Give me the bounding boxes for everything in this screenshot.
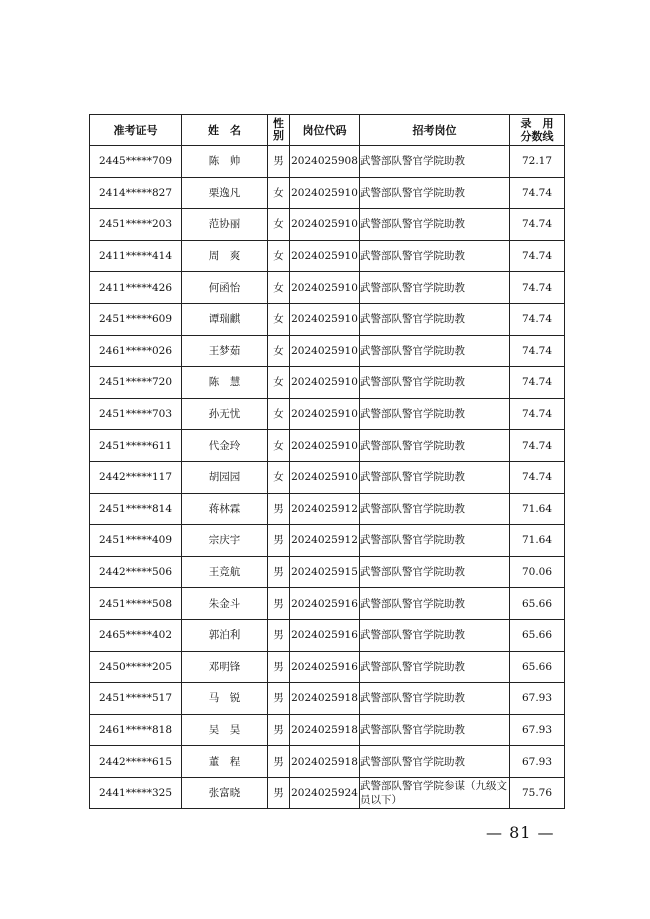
post-cell: 武警部队警官学院助教 bbox=[360, 177, 510, 209]
post-code-cell: 2024025924 bbox=[290, 777, 360, 809]
post-code-cell: 2024025910 bbox=[290, 430, 360, 462]
table-row bbox=[90, 777, 565, 809]
table-row bbox=[90, 746, 565, 778]
name-cell: 何函怡 bbox=[182, 272, 268, 304]
table-row bbox=[90, 398, 565, 430]
sex-cell: 女 bbox=[268, 398, 290, 430]
table-row bbox=[90, 240, 565, 272]
exam-id-cell: 2451*****517 bbox=[90, 683, 182, 715]
name-cell: 宗庆宇 bbox=[182, 525, 268, 557]
exam-id-cell: 2461*****026 bbox=[90, 335, 182, 367]
table-row bbox=[90, 714, 565, 746]
sex-cell: 女 bbox=[268, 303, 290, 335]
sex-cell: 男 bbox=[268, 746, 290, 778]
post-cell: 武警部队警官学院助教 bbox=[360, 146, 510, 178]
post-cell: 武警部队警官学院助教 bbox=[360, 367, 510, 399]
name-cell: 栗逸凡 bbox=[182, 177, 268, 209]
post-code-cell: 2024025916 bbox=[290, 588, 360, 620]
header-row bbox=[90, 115, 565, 146]
post-cell: 武警部队警官学院助教 bbox=[360, 525, 510, 557]
sex-cell: 男 bbox=[268, 146, 290, 178]
header-sex-label: 性别 bbox=[273, 117, 284, 142]
name-cell: 陈 慧 bbox=[182, 367, 268, 399]
score-cell: 71.64 bbox=[510, 525, 565, 557]
post-code-cell: 2024025910 bbox=[290, 240, 360, 272]
exam-id-cell: 2451*****508 bbox=[90, 588, 182, 620]
header-exam-id: 准考证号 bbox=[90, 115, 182, 146]
post-code-cell: 2024025915 bbox=[290, 556, 360, 588]
sex-cell: 女 bbox=[268, 461, 290, 493]
sex-cell: 女 bbox=[268, 430, 290, 462]
score-cell: 74.74 bbox=[510, 367, 565, 399]
sex-cell: 男 bbox=[268, 683, 290, 715]
table-row bbox=[90, 683, 565, 715]
post-code-cell: 2024025910 bbox=[290, 303, 360, 335]
post-code-cell: 2024025916 bbox=[290, 651, 360, 683]
exam-id-cell: 2451*****611 bbox=[90, 430, 182, 462]
name-cell: 王梦茹 bbox=[182, 335, 268, 367]
sex-cell: 男 bbox=[268, 525, 290, 557]
sex-cell: 女 bbox=[268, 209, 290, 241]
table-row bbox=[90, 367, 565, 399]
exam-id-cell: 2451*****720 bbox=[90, 367, 182, 399]
post-cell: 武警部队警官学院助教 bbox=[360, 461, 510, 493]
exam-id-cell: 2451*****814 bbox=[90, 493, 182, 525]
table-row bbox=[90, 525, 565, 557]
exam-id-cell: 2451*****609 bbox=[90, 303, 182, 335]
post-code-cell: 2024025910 bbox=[290, 367, 360, 399]
score-cell: 74.74 bbox=[510, 335, 565, 367]
score-cell: 75.76 bbox=[510, 777, 565, 809]
score-cell: 72.17 bbox=[510, 146, 565, 178]
post-cell: 武警部队警官学院助教 bbox=[360, 619, 510, 651]
sex-cell: 女 bbox=[268, 335, 290, 367]
table-row bbox=[90, 651, 565, 683]
score-cell: 67.93 bbox=[510, 714, 565, 746]
name-cell: 吴 昊 bbox=[182, 714, 268, 746]
post-cell: 武警部队警官学院助教 bbox=[360, 588, 510, 620]
table-row bbox=[90, 588, 565, 620]
table-body bbox=[90, 146, 565, 809]
post-code-cell: 2024025910 bbox=[290, 177, 360, 209]
sex-cell: 男 bbox=[268, 619, 290, 651]
exam-id-cell: 2414*****827 bbox=[90, 177, 182, 209]
post-code-cell: 2024025910 bbox=[290, 209, 360, 241]
table-row bbox=[90, 556, 565, 588]
header-post: 招考岗位 bbox=[360, 115, 510, 146]
post-cell: 武警部队警官学院助教 bbox=[360, 430, 510, 462]
exam-id-cell: 2450*****205 bbox=[90, 651, 182, 683]
exam-id-cell: 2442*****117 bbox=[90, 461, 182, 493]
table-row bbox=[90, 272, 565, 304]
post-cell: 武警部队警官学院助教 bbox=[360, 493, 510, 525]
exam-id-cell: 2442*****506 bbox=[90, 556, 182, 588]
name-cell: 王竞航 bbox=[182, 556, 268, 588]
name-cell: 蒋林霖 bbox=[182, 493, 268, 525]
score-cell: 74.74 bbox=[510, 398, 565, 430]
post-code-cell: 2024025912 bbox=[290, 525, 360, 557]
sex-cell: 男 bbox=[268, 777, 290, 809]
table-row bbox=[90, 177, 565, 209]
table-row bbox=[90, 146, 565, 178]
name-cell: 邓明锋 bbox=[182, 651, 268, 683]
exam-id-cell: 2445*****709 bbox=[90, 146, 182, 178]
name-cell: 范协丽 bbox=[182, 209, 268, 241]
post-code-cell: 2024025910 bbox=[290, 461, 360, 493]
table-row bbox=[90, 461, 565, 493]
post-code-cell: 2024025918 bbox=[290, 746, 360, 778]
post-cell: 武警部队警官学院助教 bbox=[360, 335, 510, 367]
exam-id-cell: 2442*****615 bbox=[90, 746, 182, 778]
page-number: — 81 — bbox=[486, 823, 555, 842]
table-row bbox=[90, 303, 565, 335]
table-header bbox=[90, 115, 565, 146]
table-row bbox=[90, 493, 565, 525]
sex-cell: 男 bbox=[268, 493, 290, 525]
post-cell: 武警部队警官学院助教 bbox=[360, 398, 510, 430]
post-cell: 武警部队警官学院助教 bbox=[360, 303, 510, 335]
header-sex bbox=[268, 115, 290, 146]
post-code-cell: 2024025910 bbox=[290, 398, 360, 430]
score-cell: 67.93 bbox=[510, 683, 565, 715]
name-cell: 周 爽 bbox=[182, 240, 268, 272]
table-row bbox=[90, 430, 565, 462]
header-score-label: 录 用 分数线 bbox=[520, 117, 554, 143]
post-code-cell: 2024025918 bbox=[290, 683, 360, 715]
score-cell: 65.66 bbox=[510, 588, 565, 620]
post-cell: 武警部队警官学院助教 bbox=[360, 714, 510, 746]
post-cell: 武警部队警官学院助教 bbox=[360, 240, 510, 272]
exam-id-cell: 2451*****409 bbox=[90, 525, 182, 557]
score-cell: 74.74 bbox=[510, 461, 565, 493]
exam-id-cell: 2461*****818 bbox=[90, 714, 182, 746]
name-cell: 董 程 bbox=[182, 746, 268, 778]
exam-id-cell: 2465*****402 bbox=[90, 619, 182, 651]
post-code-cell: 2024025910 bbox=[290, 272, 360, 304]
score-cell: 65.66 bbox=[510, 619, 565, 651]
table-row bbox=[90, 619, 565, 651]
name-cell: 朱金斗 bbox=[182, 588, 268, 620]
score-cell: 74.74 bbox=[510, 430, 565, 462]
exam-id-cell: 2411*****414 bbox=[90, 240, 182, 272]
post-cell: 武警部队警官学院助教 bbox=[360, 683, 510, 715]
score-cell: 71.64 bbox=[510, 493, 565, 525]
name-cell: 马 锐 bbox=[182, 683, 268, 715]
name-cell: 郭泊利 bbox=[182, 619, 268, 651]
admission-score-table bbox=[89, 114, 565, 809]
post-cell: 武警部队警官学院助教 bbox=[360, 209, 510, 241]
name-cell: 谭瑞麒 bbox=[182, 303, 268, 335]
post-cell: 武警部队警官学院助教 bbox=[360, 746, 510, 778]
name-cell: 孙无忧 bbox=[182, 398, 268, 430]
post-cell: 武警部队警官学院参谋（九级文员以下） bbox=[360, 777, 510, 809]
sex-cell: 女 bbox=[268, 367, 290, 399]
post-code-cell: 2024025918 bbox=[290, 714, 360, 746]
post-cell: 武警部队警官学院助教 bbox=[360, 556, 510, 588]
score-cell: 74.74 bbox=[510, 177, 565, 209]
post-code-cell: 2024025910 bbox=[290, 335, 360, 367]
table-row bbox=[90, 209, 565, 241]
name-cell: 代金玲 bbox=[182, 430, 268, 462]
sex-cell: 女 bbox=[268, 272, 290, 304]
exam-id-cell: 2451*****203 bbox=[90, 209, 182, 241]
name-cell: 陈 帅 bbox=[182, 146, 268, 178]
score-cell: 74.74 bbox=[510, 240, 565, 272]
sex-cell: 男 bbox=[268, 588, 290, 620]
name-cell: 胡园园 bbox=[182, 461, 268, 493]
score-cell: 74.74 bbox=[510, 209, 565, 241]
exam-id-cell: 2451*****703 bbox=[90, 398, 182, 430]
sex-cell: 男 bbox=[268, 651, 290, 683]
sex-cell: 女 bbox=[268, 177, 290, 209]
score-cell: 74.74 bbox=[510, 303, 565, 335]
post-code-cell: 2024025908 bbox=[290, 146, 360, 178]
header-name: 姓 名 bbox=[182, 115, 268, 146]
sex-cell: 男 bbox=[268, 556, 290, 588]
sex-cell: 男 bbox=[268, 714, 290, 746]
name-cell: 张富晓 bbox=[182, 777, 268, 809]
post-cell: 武警部队警官学院助教 bbox=[360, 272, 510, 304]
header-post-code: 岗位代码 bbox=[290, 115, 360, 146]
post-code-cell: 2024025912 bbox=[290, 493, 360, 525]
score-cell: 70.06 bbox=[510, 556, 565, 588]
header-score bbox=[510, 115, 565, 146]
sex-cell: 女 bbox=[268, 240, 290, 272]
exam-id-cell: 2441*****325 bbox=[90, 777, 182, 809]
score-cell: 67.93 bbox=[510, 746, 565, 778]
table-row bbox=[90, 335, 565, 367]
exam-id-cell: 2411*****426 bbox=[90, 272, 182, 304]
score-cell: 65.66 bbox=[510, 651, 565, 683]
post-cell: 武警部队警官学院助教 bbox=[360, 651, 510, 683]
post-code-cell: 2024025916 bbox=[290, 619, 360, 651]
score-cell: 74.74 bbox=[510, 272, 565, 304]
